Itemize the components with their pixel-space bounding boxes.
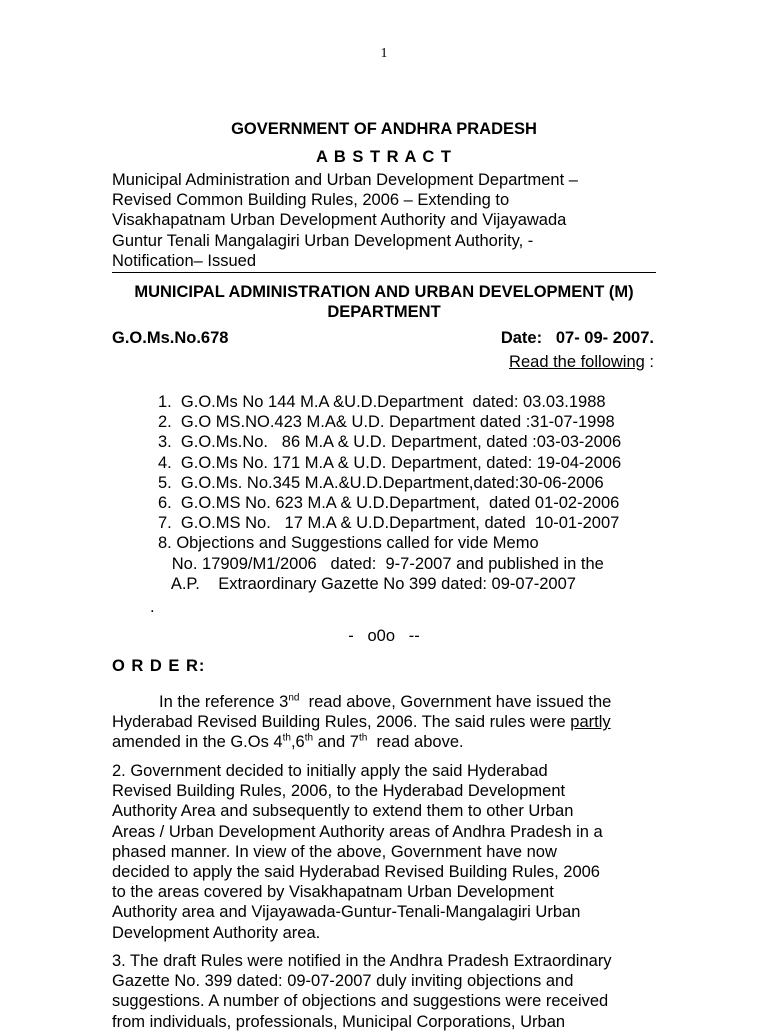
paragraph-line: Revised Building Rules, 2006, to the Hyderabad Development (112, 782, 566, 801)
paragraph-line: from individuals, professionals, Municipal Corporations, Urban (112, 1012, 566, 1031)
read-following (509, 352, 654, 372)
paragraph-line: Hyderabad Revised Building Rules, 2006. The said rules were partly (112, 713, 611, 732)
department-line-2: DEPARTMENT (327, 303, 441, 321)
order-heading: O R D E R: (112, 657, 206, 675)
paragraph-line: phased manner. In view of the above, Government have now (112, 842, 557, 861)
go-date: Date: 07- 09- 2007. (500, 329, 654, 347)
list-item: 4. G.O.Ms No. 171 M.A & U.D. Department, dated: 19-04-2006 (158, 453, 622, 472)
abstract-line: Revised Common Building Rules, 2006 – Extending to (112, 191, 510, 210)
read-following-colon: : (649, 353, 654, 371)
list-item: 5. G.O.Ms. No.345 M.A.&U.D.Department,dated:30-06-2006 (158, 473, 604, 492)
page-number: 1 (380, 46, 388, 61)
abstract-line: Notification– Issued (112, 251, 256, 270)
list-item: 2. G.O MS.NO.423 M.A& U.D. Department dated :31-07-1998 (158, 413, 615, 432)
paragraph-line: Gazette No. 399 dated: 09-07-2007 duly inviting objections and (112, 972, 574, 991)
paragraph-line: Authority area and Vijayawada-Guntur-Tenali-Mangalagiri Urban (112, 903, 581, 922)
abstract-line: Visakhapatnam Urban Development Authority and Vijayawada (112, 211, 567, 230)
paragraph-line: Authority Area and subsequently to extend them to other Urban (112, 802, 574, 821)
separator: - o0o -- (348, 627, 420, 645)
paragraph-line: Areas / Urban Development Authority areas of Andhra Pradesh in a (112, 822, 603, 841)
government-title: GOVERNMENT OF ANDHRA PRADESH (231, 120, 537, 138)
paragraph-line: to the areas covered by Visakhapatnam Urban Development (112, 883, 554, 902)
list-item: 8. Objections and Suggestions called for vide Memo (158, 534, 539, 553)
abstract-label: A B S T R A C T (316, 148, 452, 166)
paragraph-3 (112, 951, 656, 1032)
list-item: 6. G.O.MS No. 623 M.A & U.D.Department, dated 01-02-2006 (158, 493, 620, 512)
abstract-line: Guntur Tenali Mangalagiri Urban Development Authority, - (112, 231, 534, 250)
paragraph-line: 3. The draft Rules were notified in the Andhra Pradesh Extraordinary (112, 952, 612, 970)
divider (112, 272, 656, 273)
list-item: 7. G.O.MS No. 17 M.A & U.D.Department, dated 10-01-2007 (158, 514, 620, 533)
stray-dot: . (150, 598, 155, 616)
underlined-word: partly (570, 713, 611, 732)
go-number: G.O.Ms.No.678 (112, 329, 229, 347)
list-item: A.P. Extraordinary Gazette No 399 dated: 09-07-2007 (158, 574, 576, 593)
paragraph-line: In the reference 3nd read above, Government have issued the (159, 692, 612, 711)
department-line-1: MUNICIPAL ADMINISTRATION AND URBAN DEVELOPMENT (M) (134, 283, 634, 301)
read-following-label: Read the following (509, 353, 645, 371)
paragraph-line: 2. Government decided to initially apply the said Hyderabad (112, 762, 548, 780)
reference-list (158, 392, 621, 594)
paragraph-line: Development Authority area. (112, 923, 321, 942)
paragraph-2 (112, 761, 656, 943)
list-item: 3. G.O.Ms.No. 86 M.A & U.D. Department, dated :03-03-2006 (158, 433, 622, 452)
paragraph-line: suggestions. A number of objections and suggestions were received (112, 992, 609, 1011)
abstract-line: Municipal Administration and Urban Development Department – (112, 171, 578, 189)
abstract-text (112, 170, 656, 271)
list-item: No. 17909/M1/2006 dated: 9-7-2007 and published in the (158, 554, 604, 573)
paragraph-line: decided to apply the said Hyderabad Revised Building Rules, 2006 (112, 863, 600, 882)
paragraph-1 (112, 692, 656, 753)
list-item: 1. G.O.Ms No 144 M.A &U.D.Department dated: 03.03.1988 (158, 393, 606, 411)
paragraph-line: amended in the G.Os 4th,6th and 7th read above. (112, 732, 464, 752)
